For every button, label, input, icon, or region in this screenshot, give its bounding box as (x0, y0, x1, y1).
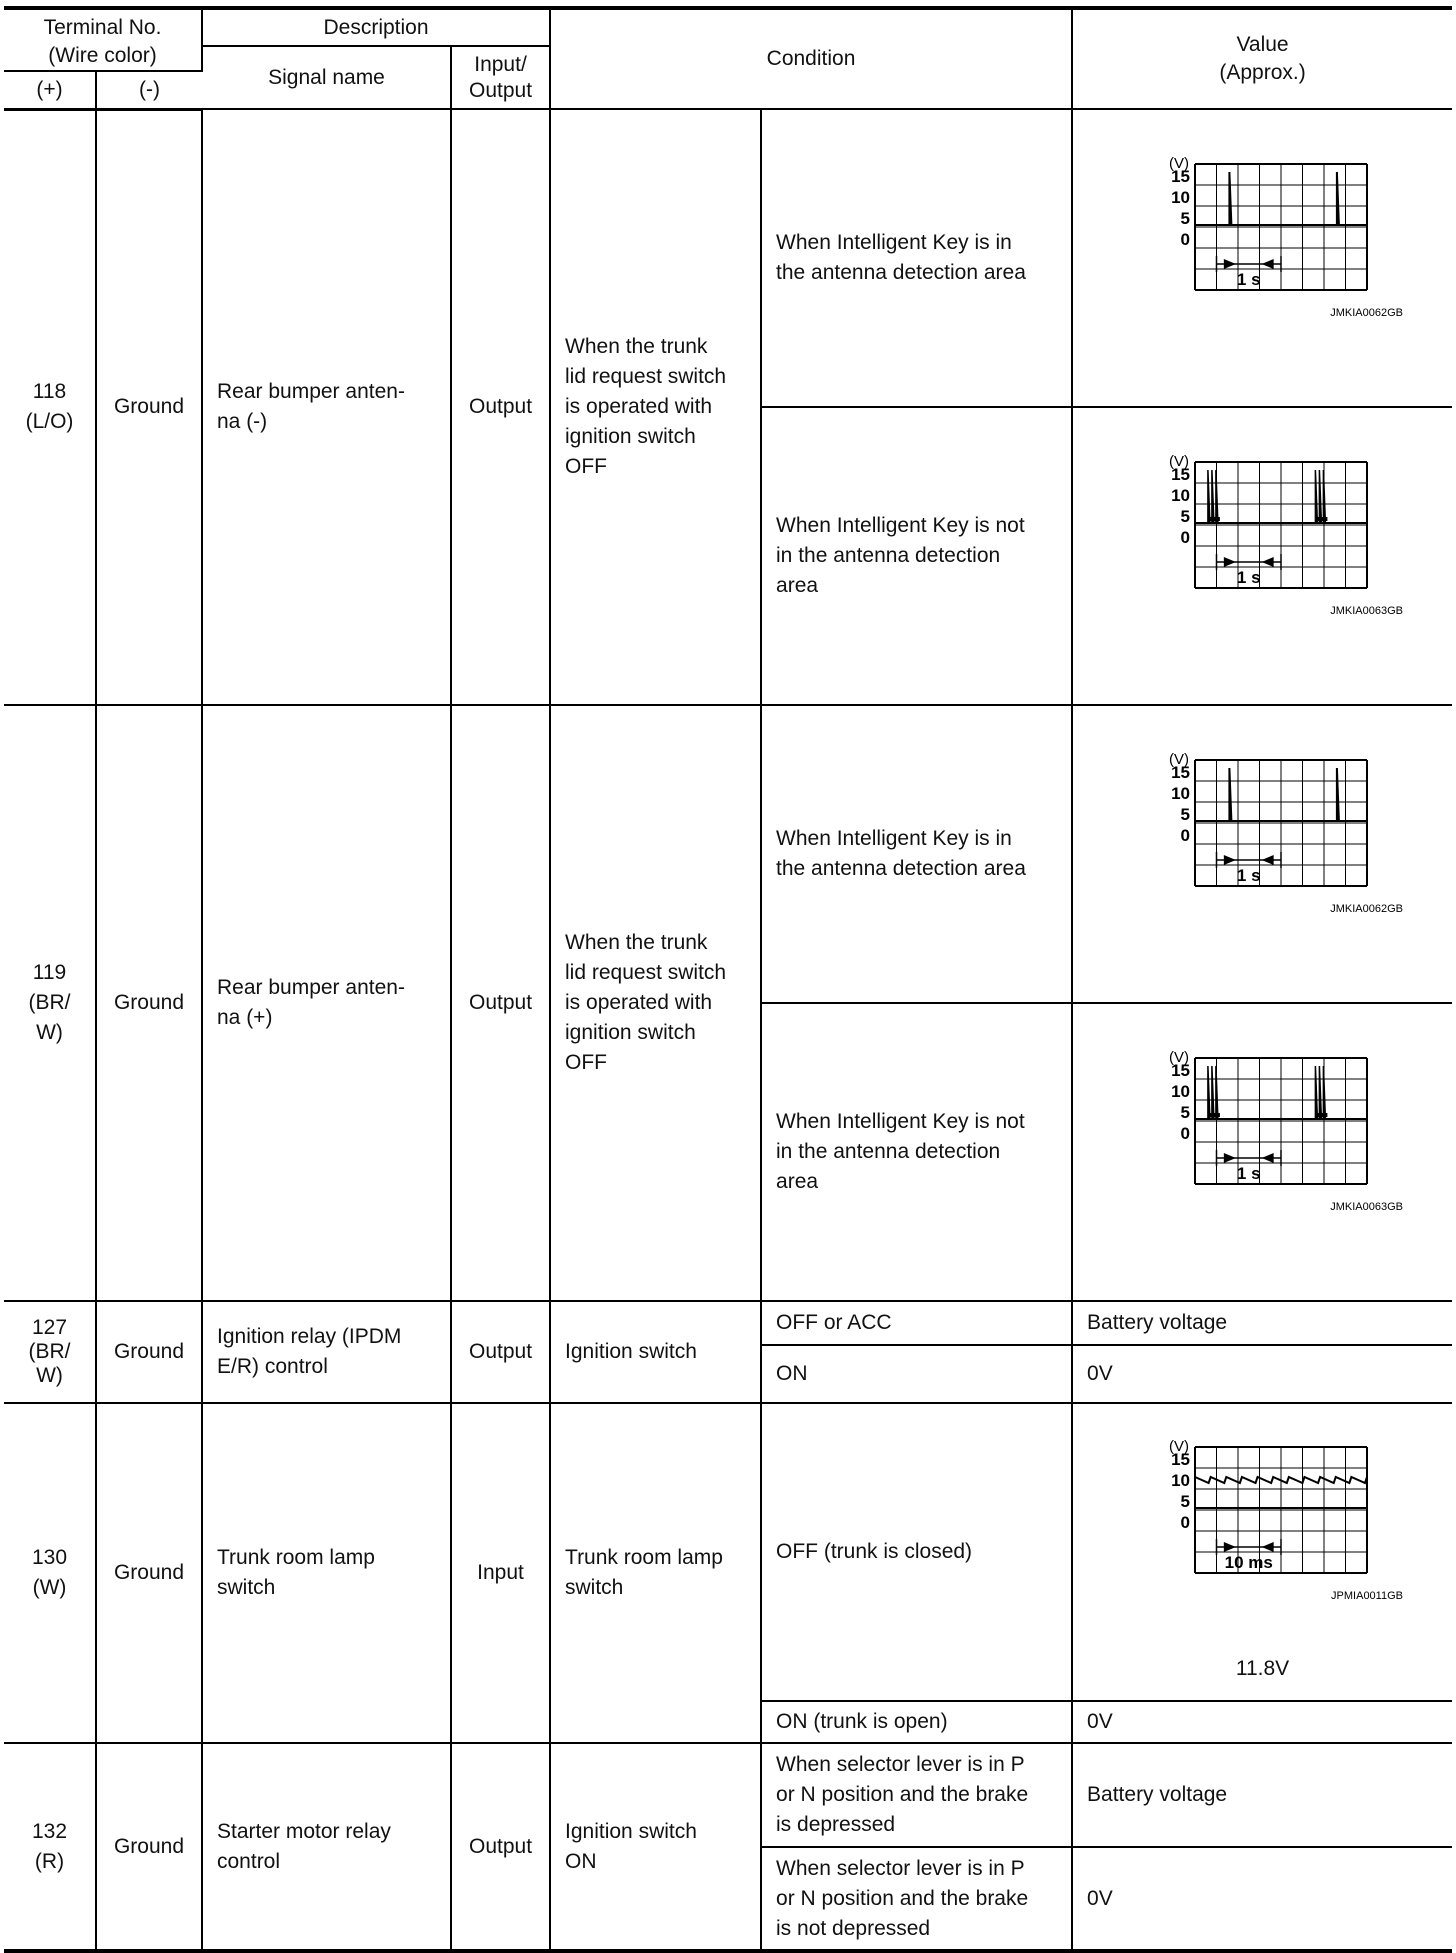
header-plus: (+) (4, 71, 96, 109)
value-132-depressed: Battery voltage (1072, 1743, 1452, 1847)
waveform-tick-label: 5 (1180, 1103, 1190, 1122)
figure-code-label: JMKIA0063GB (1329, 605, 1403, 617)
sub-condition-118-in-area: When Intelligent Key is in the antenna detection area (761, 109, 1072, 407)
waveform-tick-label: 5 (1180, 209, 1190, 228)
sub-condition-127-off-acc: OFF or ACC (761, 1301, 1072, 1345)
waveform-unit-label: (V) (1168, 453, 1189, 470)
waveform-burst (1323, 1066, 1325, 1119)
waveform-tick-label: 15 (1170, 465, 1190, 484)
io-132: Output (451, 1743, 550, 1951)
condition-132: Ignition switch ON (550, 1743, 761, 1951)
time-arrow-head (1261, 1153, 1273, 1163)
waveform-tick-label: 15 (1170, 167, 1190, 186)
waveform-tick-label: 0 (1180, 826, 1190, 845)
header-terminal-no: Terminal No. (Wire color) (4, 8, 202, 71)
header-input-output: Input/ Output (451, 46, 550, 109)
io-118: Output (451, 109, 550, 705)
waveform-tick-label: 0 (1180, 528, 1190, 547)
sub-condition-132-depressed: When selector lever is in P or N position and the brake is depressed (761, 1743, 1072, 1847)
time-arrow-head (1223, 557, 1235, 567)
waveform-jpmia0011gb (1113, 1423, 1413, 1659)
terminal-132: 132 (R) (4, 1743, 96, 1951)
terminal-spec-table (4, 6, 1452, 1953)
sub-condition-119-in-area: When Intelligent Key is in the antenna detection area (761, 705, 1072, 1003)
header-value: Value (Approx.) (1072, 8, 1452, 109)
header-signal-name: Signal name (202, 46, 451, 109)
terminal-118: 118 (L/O) (4, 109, 96, 705)
waveform-tick-label: 10 (1170, 188, 1190, 207)
terminal-130: 130 (W) (4, 1403, 96, 1743)
condition-119: When the trunk lid request switch is operated with ignition switch OFF (550, 705, 761, 1301)
waveform-burst (1319, 470, 1321, 523)
value-132-not-depressed: 0V (1072, 1847, 1452, 1951)
header-condition: Condition (550, 8, 1072, 109)
waveform-burst (1215, 470, 1217, 523)
waveform-tick-label: 5 (1180, 1492, 1190, 1511)
waveform-unit-label: (V) (1168, 1438, 1189, 1455)
value-130-closed (1072, 1403, 1452, 1701)
time-scale-label: 1 s (1236, 1164, 1261, 1183)
waveform-unit-label: (V) (1168, 155, 1189, 172)
signal-name-118: Rear bumper anten- na (-) (202, 109, 451, 705)
sub-condition-119-not-in-area: When Intelligent Key is not in the antenna detection area (761, 1003, 1072, 1301)
sub-condition-127-on: ON (761, 1345, 1072, 1403)
sub-condition-118-not-in-area: When Intelligent Key is not in the antenna detection area (761, 407, 1072, 705)
waveform-tick-label: 10 (1170, 784, 1190, 803)
ground-118: Ground (96, 109, 202, 705)
time-arrow-head (1223, 1153, 1235, 1163)
sub-condition-130-closed: OFF (trunk is closed) (761, 1403, 1072, 1701)
value-118-not-in-area (1072, 407, 1452, 705)
value-119-not-in-area (1072, 1003, 1452, 1301)
ground-127: Ground (96, 1301, 202, 1403)
waveform-burst (1215, 1066, 1217, 1119)
waveform-burst (1211, 1066, 1213, 1119)
waveform-tick-label: 0 (1180, 1513, 1190, 1532)
value-130-open: 0V (1072, 1701, 1452, 1743)
waveform-burst (1315, 1066, 1317, 1119)
terminal-119: 119 (BR/ W) (4, 705, 96, 1301)
time-arrow-head (1223, 1542, 1235, 1552)
waveform-jmkia0063gb (1113, 1034, 1413, 1270)
value-118-in-area (1072, 109, 1452, 407)
time-arrow-head (1261, 259, 1273, 269)
waveform-tick-label: 0 (1180, 1124, 1190, 1143)
value-127-on: 0V (1072, 1345, 1452, 1403)
waveform-tick-label: 5 (1180, 507, 1190, 526)
ground-119: Ground (96, 705, 202, 1301)
waveform-burst (1211, 470, 1213, 523)
signal-name-130: Trunk room lamp switch (202, 1403, 451, 1743)
waveform-unit-label: (V) (1168, 1049, 1189, 1066)
condition-118: When the trunk lid request switch is operated with ignition switch OFF (550, 109, 761, 705)
figure-code-label: JMKIA0062GB (1329, 307, 1403, 319)
waveform-tick-label: 10 (1170, 1471, 1190, 1490)
waveform-tick-label: 15 (1170, 1061, 1190, 1080)
waveform-burst (1319, 1066, 1321, 1119)
ground-132: Ground (96, 1743, 202, 1951)
time-arrow-head (1223, 259, 1235, 269)
waveform-jmkia0062gb (1113, 736, 1413, 972)
waveform-tick-label: 10 (1170, 1082, 1190, 1101)
ground-130: Ground (96, 1403, 202, 1743)
figure-code-label: JMKIA0063GB (1329, 1201, 1403, 1213)
waveform-burst (1207, 470, 1209, 523)
signal-name-119: Rear bumper anten- na (+) (202, 705, 451, 1301)
value-130-closed-voltage: 11.8V (1235, 1657, 1290, 1680)
header-minus: (-) (96, 71, 202, 109)
signal-name-132: Starter motor relay control (202, 1743, 451, 1951)
time-scale-label: 1 s (1236, 270, 1261, 289)
waveform-tick-label: 15 (1170, 763, 1190, 782)
waveform-spike (1229, 768, 1231, 821)
waveform-tick-label: 15 (1170, 1450, 1190, 1469)
waveform-burst (1207, 1066, 1209, 1119)
condition-130: Trunk room lamp switch (550, 1403, 761, 1743)
waveform-spike (1336, 172, 1338, 225)
waveform-burst (1315, 470, 1317, 523)
waveform-tick-label: 5 (1180, 805, 1190, 824)
figure-code-label: JPMIA0011GB (1330, 1590, 1403, 1602)
time-arrow-head (1223, 855, 1235, 865)
waveform-spike (1229, 172, 1231, 225)
sub-condition-132-not-depressed: When selector lever is in P or N position and the brake is not depressed (761, 1847, 1072, 1951)
waveform-unit-label: (V) (1168, 751, 1189, 768)
time-scale-label: 1 s (1236, 568, 1261, 587)
waveform-burst (1323, 470, 1325, 523)
time-arrow-head (1261, 855, 1273, 865)
condition-127: Ignition switch (550, 1301, 761, 1403)
waveform-tick-label: 10 (1170, 486, 1190, 505)
time-scale-label: 1 s (1236, 866, 1261, 885)
io-119: Output (451, 705, 550, 1301)
figure-code-label: JMKIA0062GB (1329, 903, 1403, 915)
time-arrow-head (1261, 1542, 1273, 1552)
waveform-jmkia0062gb (1113, 140, 1413, 376)
waveform-spike (1336, 768, 1338, 821)
terminal-127: 127 (BR/ W) (4, 1301, 96, 1403)
value-127-off-acc: Battery voltage (1072, 1301, 1452, 1345)
signal-name-127: Ignition relay (IPDM E/R) control (202, 1301, 451, 1403)
time-scale-label: 10 ms (1224, 1553, 1273, 1572)
sub-condition-130-open: ON (trunk is open) (761, 1701, 1072, 1743)
header-description: Description (202, 8, 550, 46)
time-arrow-head (1261, 557, 1273, 567)
value-119-in-area (1072, 705, 1452, 1003)
io-127: Output (451, 1301, 550, 1403)
waveform-jmkia0063gb (1113, 438, 1413, 674)
io-130: Input (451, 1403, 550, 1743)
waveform-tick-label: 0 (1180, 230, 1190, 249)
